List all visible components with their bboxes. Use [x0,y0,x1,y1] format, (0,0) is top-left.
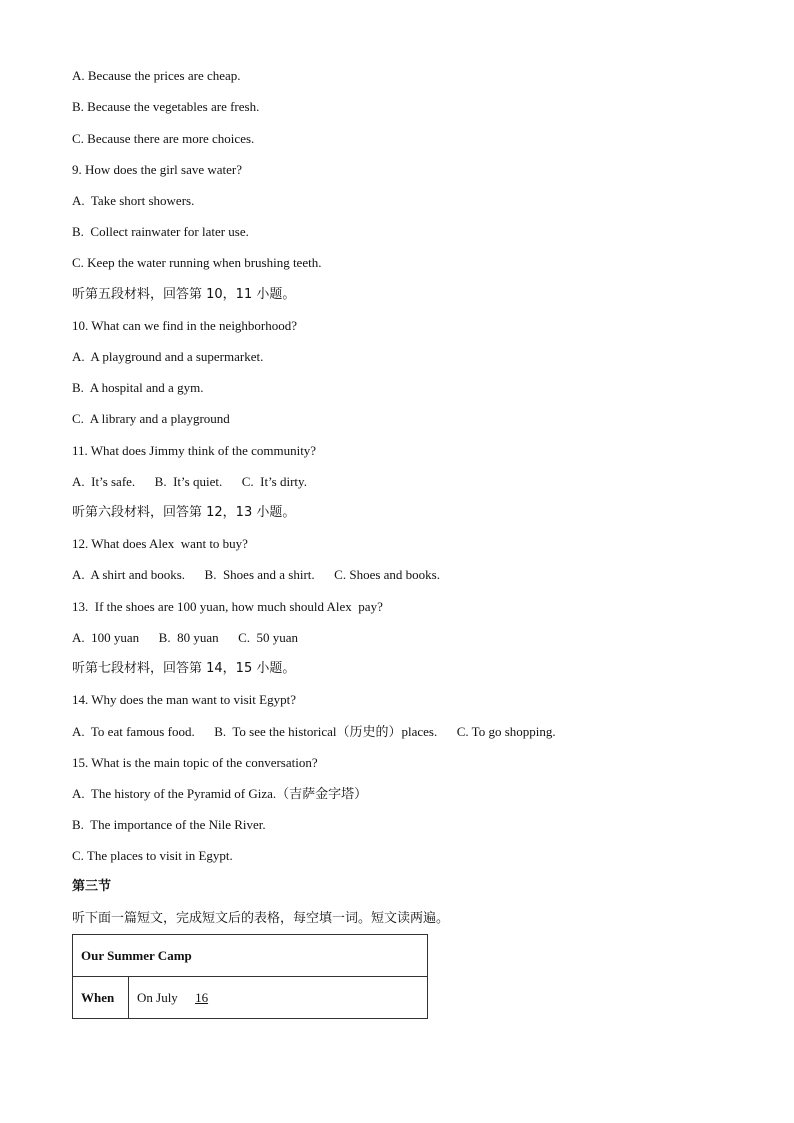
q12-options: A. A shirt and books. B. Shoes and a shirt. C. Shoes and books. [72,567,440,582]
table-title: Our Summer Camp [73,935,428,977]
row-label-when: When [73,977,129,1019]
answer-blank: 16 [195,989,209,1005]
section-3-instruction: 听下面一篇短文，完成短文后的表格，每空填一词。短文读两遍。 [72,911,450,926]
table-row [73,977,428,1019]
q13-options: A. 100 yuan B. 80 yuan C. 50 yuan [72,630,299,645]
q11-options: A. It’s safe. B. It’s quiet. C. It’s dirty. [72,474,307,489]
section-5-instruction: 听第五段材料，回答第 10，11 小题。 [72,287,296,302]
question-14: 14. Why does the man want to visit Egypt? [72,692,296,707]
row-prefix: On July [137,989,178,1005]
row-value-when [129,977,428,1019]
question-9: 9. How does the girl save water? [72,162,243,177]
q9-option-b: B. Collect rainwater for later use. [72,224,249,239]
summer-camp-table [72,934,428,1019]
question-13: 13. If the shoes are 100 yuan, how much should Alex pay? [72,599,383,614]
q10-option-b: B. A hospital and a gym. [72,380,204,395]
section-7-instruction: 听第七段材料，回答第 14，15 小题。 [72,661,296,676]
q15-option-c: C. The places to visit in Egypt. [72,848,233,863]
q15-option-a: A. The history of the Pyramid of Giza.（吉萨金字塔） [72,786,368,801]
q9-option-a: A. Take short showers. [72,193,195,208]
q9-option-c: C. Keep the water running when brushing teeth. [72,255,322,270]
section-6-instruction: 听第六段材料，回答第 12，13 小题。 [72,505,296,520]
q10-option-c: C. A library and a playground [72,411,230,426]
q8-option-c: C. Because there are more choices. [72,131,255,146]
q14-options: A. To eat famous food. B. To see the historical（历史的）places. C. To go shopping. [72,724,556,739]
table-title-row [73,935,428,977]
section-3-title: 第三节 [72,879,112,894]
q15-option-b: B. The importance of the Nile River. [72,817,266,832]
q10-option-a: A. A playground and a supermarket. [72,349,264,364]
question-12: 12. What does Alex want to buy? [72,536,248,551]
q8-option-b: B. Because the vegetables are fresh. [72,99,260,114]
q8-option-a: A. Because the prices are cheap. [72,68,241,83]
question-15: 15. What is the main topic of the conversation? [72,755,318,770]
question-11: 11. What does Jimmy think of the community? [72,443,317,458]
question-10: 10. What can we find in the neighborhood? [72,318,298,333]
